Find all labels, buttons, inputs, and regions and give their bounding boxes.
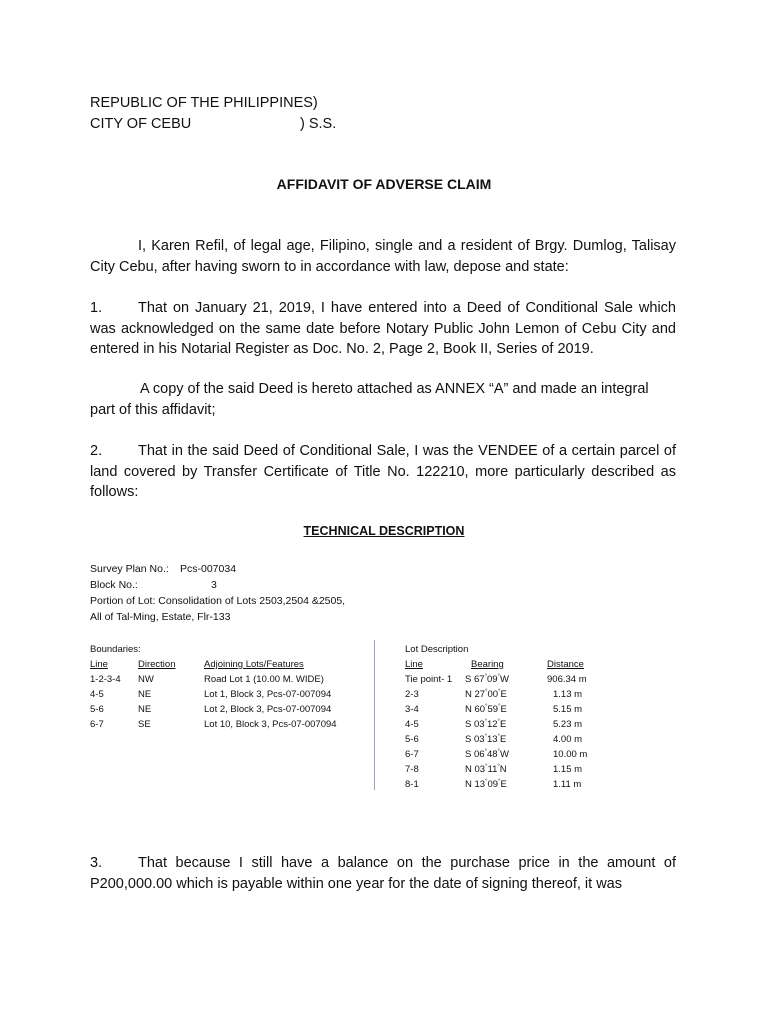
- lot-bearing: [465, 717, 547, 732]
- boundaries-table: [90, 642, 337, 732]
- bearing-direction-2: E: [499, 734, 507, 745]
- bearing-direction-1: N: [465, 779, 472, 790]
- boundary-feature: Lot 10, Block 3, Pcs-07-007094: [204, 719, 337, 730]
- boundary-line: 6-7: [90, 719, 104, 730]
- degree-mark: °: [485, 763, 488, 770]
- bearing-direction-2: E: [499, 719, 507, 730]
- minute-mark: °: [497, 748, 500, 755]
- bearing-direction-1: S: [465, 719, 472, 730]
- lot-description-title: Lot Description: [405, 644, 469, 655]
- paragraph-annex: A copy of the said Deed is hereto attached as ANNEX “A” and made an integral part of this affidavit;: [90, 381, 649, 418]
- lot-distance: 1.11 m: [553, 779, 582, 790]
- survey-plan-label: Survey Plan No.:: [90, 563, 169, 575]
- bearing-minutes: 09: [487, 779, 499, 790]
- bearing-minutes: 09: [486, 674, 498, 685]
- boundaries-header-adjoining: Adjoining Lots/Features: [204, 659, 304, 670]
- minute-mark: °: [498, 703, 501, 710]
- table-row: [405, 717, 587, 732]
- bearing-minutes: 59: [487, 704, 499, 715]
- minute-mark: °: [498, 778, 501, 785]
- table-row: [90, 702, 337, 717]
- lot-bearing: [465, 747, 547, 762]
- lot-line: Tie point- 1: [405, 674, 453, 685]
- degree-mark: °: [485, 778, 488, 785]
- bearing-degrees: 03: [473, 734, 485, 745]
- minute-mark: °: [497, 733, 500, 740]
- lot-distance: 10.00 m: [553, 749, 588, 760]
- minute-mark: °: [497, 673, 500, 680]
- block-value: 3: [211, 579, 217, 591]
- bearing-degrees: 13: [474, 779, 486, 790]
- bearing-minutes: 11: [487, 764, 498, 775]
- degree-mark: °: [484, 718, 487, 725]
- paragraph-1-number: 1.: [90, 300, 103, 316]
- lot-distance: 1.15 m: [553, 764, 583, 775]
- table-row: [90, 717, 337, 732]
- bearing-direction-2: N: [499, 764, 507, 775]
- lot-description-table: [405, 642, 587, 792]
- bearing-degrees: 03: [473, 719, 485, 730]
- bearing-degrees: 60: [474, 704, 486, 715]
- table-row: [405, 732, 587, 747]
- bearing-minutes: 13: [486, 734, 498, 745]
- lot-line: 7-8: [405, 764, 419, 775]
- bearing-direction-1: N: [465, 704, 472, 715]
- boundaries-title: Boundaries:: [90, 644, 141, 655]
- lot-line: 2-3: [405, 689, 419, 700]
- lot-distance: 4.00 m: [553, 734, 583, 745]
- boundary-feature: Lot 2, Block 3, Pcs-07-007094: [204, 704, 332, 715]
- lot-line: 6-7: [405, 749, 419, 760]
- bearing-direction-1: N: [465, 764, 472, 775]
- header-republic: REPUBLIC OF THE PHILIPPINES): [90, 95, 318, 111]
- paragraph-2-text: That in the said Deed of Conditional Sale, I was the VENDEE of a certain parcel of land covered by Transfer Certificate of Title No. 122210, more particularly described as follows:: [90, 443, 676, 500]
- bearing-degrees: 27: [474, 689, 486, 700]
- lot-line: 3-4: [405, 704, 419, 715]
- paragraph-3: [90, 853, 676, 894]
- lot-distance: 5.15 m: [553, 704, 583, 715]
- bearing-direction-1: S: [465, 749, 472, 760]
- paragraph-2: [90, 441, 676, 503]
- lot-bearing: [465, 702, 547, 717]
- block-label: Block No.:: [90, 579, 138, 591]
- paragraph-2-number: 2.: [90, 443, 103, 459]
- boundaries-header-direction: Direction: [138, 659, 176, 670]
- lot-line: 8-1: [405, 779, 419, 790]
- table-row: [90, 672, 337, 687]
- table-row: [405, 702, 587, 717]
- lot-header-line: Line: [405, 659, 423, 670]
- paragraph-1-text: That on January 21, 2019, I have entered into a Deed of Conditional Sale which was acknowledged on the same date before Notary Public John Lemon of Cebu City and entered in his Notarial Register as Doc. No. 2, Page 2, Book II, Series of 2019.: [90, 300, 676, 357]
- paragraph-3-text: That because I still have a balance on the purchase price in the amount of P200,000.00 which is payable within one year for the date of signing thereof, it was: [90, 855, 676, 892]
- paragraph-3-number: 3.: [90, 855, 103, 871]
- boundaries-header-line: Line: [90, 659, 108, 670]
- boundary-direction: SE: [138, 719, 151, 730]
- column-divider: [374, 640, 375, 790]
- lot-bearing: [465, 687, 547, 702]
- lot-bearing: [465, 777, 547, 792]
- degree-mark: °: [484, 673, 487, 680]
- table-row: [405, 747, 587, 762]
- bearing-direction-1: S: [465, 674, 472, 685]
- boundary-feature: Road Lot 1 (10.00 M. WIDE): [204, 674, 324, 685]
- intro-paragraph: I, Karen Refil, of legal age, Filipino, single and a resident of Brgy. Dumlog, Talisay City Cebu, after having sworn to in accordance with law, depose and state:: [90, 238, 676, 275]
- degree-mark: °: [485, 703, 488, 710]
- table-row: [405, 672, 587, 687]
- boundary-line: 4-5: [90, 689, 104, 700]
- bearing-minutes: 48: [486, 749, 498, 760]
- bearing-direction-2: E: [500, 779, 507, 790]
- lot-distance: 1.13 m: [553, 689, 583, 700]
- minute-mark: °: [497, 718, 500, 725]
- lot-line: 4-5: [405, 719, 419, 730]
- lot-bearing: [465, 732, 547, 747]
- table-row: [405, 762, 587, 777]
- bearing-minutes: 12: [486, 719, 498, 730]
- bearing-direction-1: S: [465, 734, 472, 745]
- degree-mark: °: [484, 733, 487, 740]
- lot-bearing: [465, 672, 547, 687]
- bearing-direction-2: W: [499, 749, 509, 760]
- bearing-direction-1: N: [465, 689, 472, 700]
- header-ss: ) S.S.: [300, 116, 337, 132]
- bearing-minutes: 00: [487, 689, 499, 700]
- lot-distance: 906.34 m: [547, 674, 587, 685]
- lot-line: 5-6: [405, 734, 419, 745]
- survey-plan-value: Pcs-007034: [180, 563, 237, 575]
- bearing-degrees: 67: [473, 674, 485, 685]
- bearing-direction-2: E: [500, 704, 507, 715]
- table-row: [405, 777, 587, 792]
- bearing-degrees: 03: [474, 764, 486, 775]
- degree-mark: °: [485, 688, 488, 695]
- lot-bearing: [465, 762, 547, 777]
- bearing-degrees: 06: [473, 749, 485, 760]
- boundary-direction: NW: [138, 674, 154, 685]
- minute-mark: °: [498, 688, 501, 695]
- portion-line-2: All of Tal-Ming, Estate, Flr-133: [90, 611, 231, 623]
- lot-distance: 5.23 m: [553, 719, 583, 730]
- bearing-direction-2: E: [500, 689, 507, 700]
- lot-header-bearing: Bearing: [471, 659, 504, 670]
- portion-line-1: Portion of Lot: Consolidation of Lots 2503,2504 &2505,: [90, 595, 346, 607]
- paragraph-1: [90, 298, 676, 360]
- minute-mark: °: [497, 763, 500, 770]
- table-row: [90, 687, 337, 702]
- technical-description-title: TECHNICAL DESCRIPTION: [303, 524, 465, 538]
- table-row: [405, 687, 587, 702]
- boundary-line: 1-2-3-4: [90, 674, 121, 685]
- header-city: CITY OF CEBU: [90, 116, 192, 132]
- lot-header-distance: Distance: [547, 659, 584, 670]
- bearing-direction-2: W: [499, 674, 509, 685]
- boundary-direction: NE: [138, 689, 152, 700]
- degree-mark: °: [484, 748, 487, 755]
- boundary-direction: NE: [138, 704, 152, 715]
- document-title: AFFIDAVIT OF ADVERSE CLAIM: [276, 176, 492, 192]
- boundary-feature: Lot 1, Block 3, Pcs-07-007094: [204, 689, 332, 700]
- boundary-line: 5-6: [90, 704, 104, 715]
